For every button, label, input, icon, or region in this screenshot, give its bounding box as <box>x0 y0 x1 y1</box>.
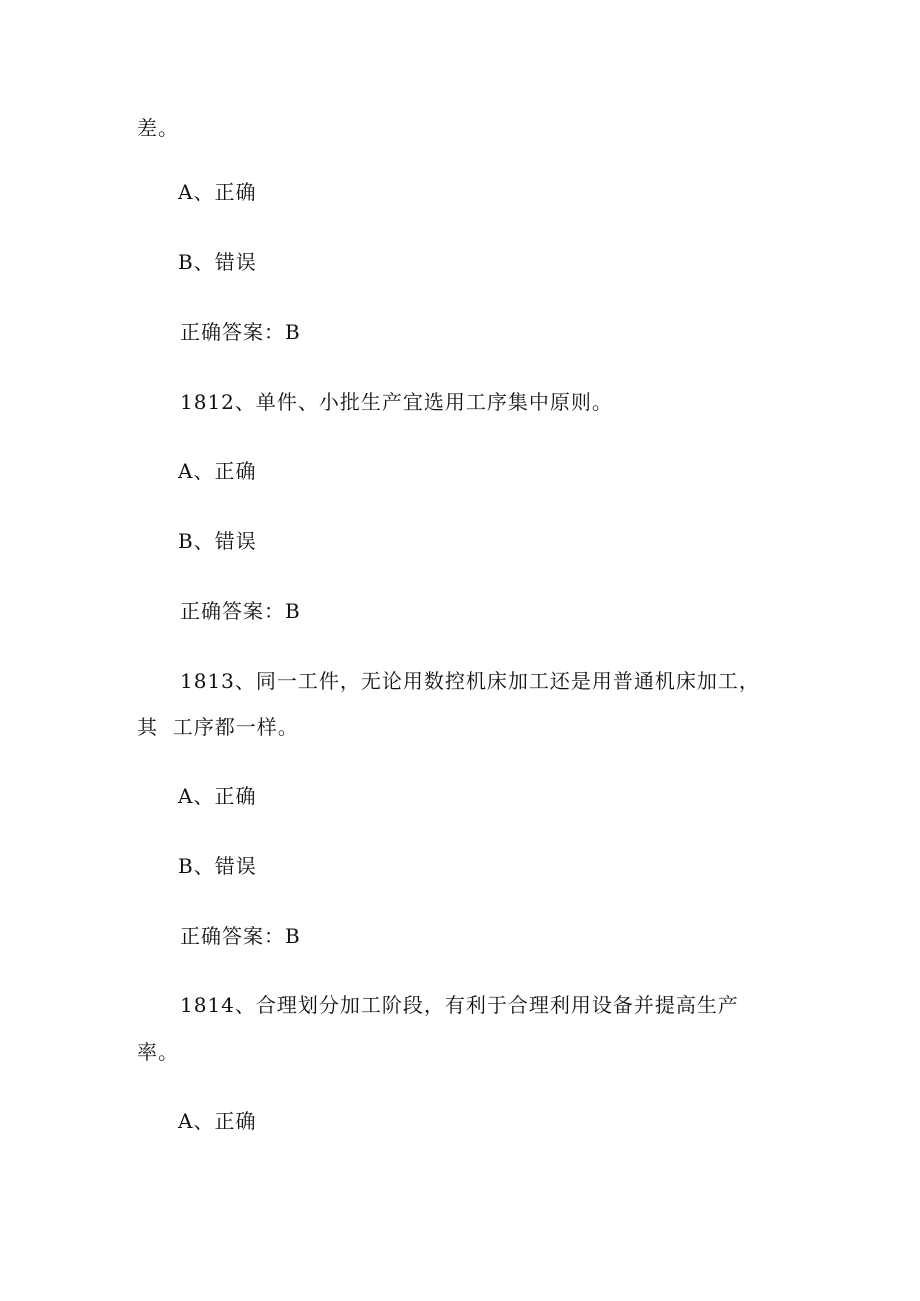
question-1813-option-a: A、正确 <box>178 784 257 808</box>
question-1812-option-a: A、正确 <box>178 459 257 483</box>
question-1814-text-line2: 率。 <box>137 1040 179 1064</box>
question-1811-option-a: A、正确 <box>178 180 257 204</box>
question-1812-option-b: B、错误 <box>178 529 257 553</box>
question-1814-option-a: A、正确 <box>178 1109 257 1133</box>
question-1814-text-line1: 1814、合理划分加工阶段，有利于合理利用设备并提高生产 <box>180 993 739 1017</box>
question-1812-text: 1812、单件、小批生产宜选用工序集中原则。 <box>180 390 613 414</box>
question-1813-option-b: B、错误 <box>178 854 257 878</box>
question-1811-answer: 正确答案：B <box>180 320 301 344</box>
question-1813-text-line1: 1813、同一工件，无论用数控机床加工还是用普通机床加工， <box>180 669 760 693</box>
question-1811-option-b: B、错误 <box>178 250 257 274</box>
question-1812-answer: 正确答案：B <box>180 599 301 623</box>
question-1813-answer: 正确答案：B <box>180 924 301 948</box>
question-1813-text-line2: 其 工序都一样。 <box>137 715 299 739</box>
question-1811-tail: 差。 <box>137 116 179 140</box>
